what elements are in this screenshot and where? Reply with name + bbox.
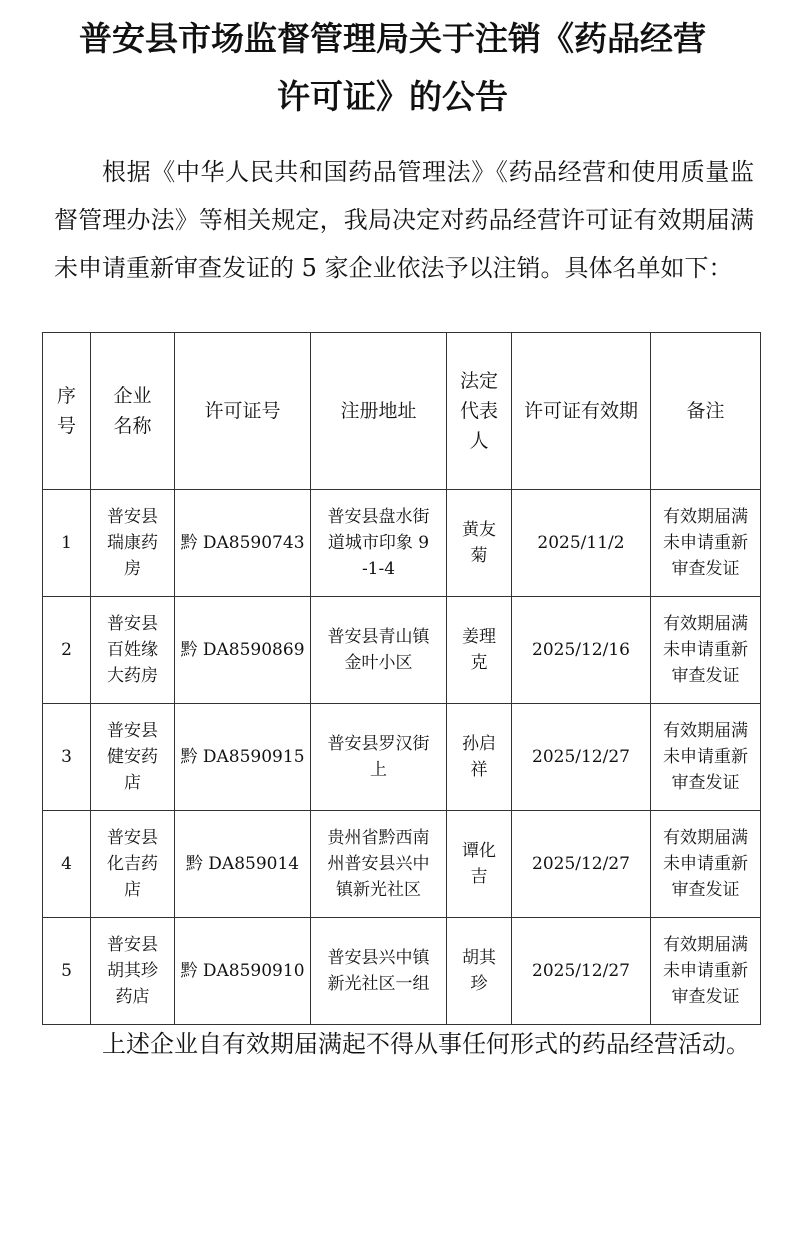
table-row — [43, 490, 761, 597]
table-header-row — [43, 333, 761, 490]
cell-remark: 有效期届满未申请重新审查发证 — [651, 918, 761, 1025]
cell-address: 普安县兴中镇新光社区一组 — [311, 918, 447, 1025]
header-name: 企业名称 — [91, 333, 175, 490]
cell-license-number: 黔 DA8590743 — [175, 490, 311, 597]
cell-validity: 2025/11/2 — [512, 490, 651, 597]
header-seq: 序号 — [43, 333, 91, 490]
table-row — [43, 811, 761, 918]
cell-company-name: 普安县胡其珍药店 — [91, 918, 175, 1025]
header-address: 注册地址 — [311, 333, 447, 490]
cell-company-name: 普安县健安药店 — [91, 704, 175, 811]
cell-seq: 3 — [43, 704, 91, 811]
table-row — [43, 597, 761, 704]
intro-paragraph: 根据《中华人民共和国药品管理法》《药品经营和使用质量监督管理办法》等相关规定，我局决定对药品经营许可证有效期届满未申请重新审查发证的 5 家企业依法予以注销。具体名单如下： — [54, 158, 754, 282]
cell-seq: 2 — [43, 597, 91, 704]
cell-address: 贵州省黔西南州普安县兴中镇新光社区 — [311, 811, 447, 918]
cell-remark: 有效期届满未申请重新审查发证 — [651, 597, 761, 704]
cell-seq: 5 — [43, 918, 91, 1025]
cell-legal-rep: 孙启祥 — [447, 704, 512, 811]
cell-company-name: 普安县瑞康药房 — [91, 490, 175, 597]
cell-validity: 2025/12/27 — [512, 704, 651, 811]
cell-company-name: 普安县化吉药店 — [91, 811, 175, 918]
cell-validity: 2025/12/27 — [512, 918, 651, 1025]
cell-remark: 有效期届满未申请重新审查发证 — [651, 811, 761, 918]
cell-license-number: 黔 DA859014 — [175, 811, 311, 918]
cell-legal-rep: 谭化吉 — [447, 811, 512, 918]
cell-validity: 2025/12/27 — [512, 811, 651, 918]
license-table — [42, 332, 761, 1025]
closing-paragraph: 上述企业自有效期届满起不得从事任何形式的药品经营活动。 — [102, 1030, 750, 1058]
header-validity: 许可证有效期 — [512, 333, 651, 490]
cell-address: 普安县青山镇金叶小区 — [311, 597, 447, 704]
cell-legal-rep: 胡其珍 — [447, 918, 512, 1025]
cell-license-number: 黔 DA8590869 — [175, 597, 311, 704]
cell-seq: 4 — [43, 811, 91, 918]
cell-address: 普安县盘水街道城市印象 9-1-4 — [311, 490, 447, 597]
page-title — [30, 10, 755, 126]
title-line-2: 许可证》的公告 — [277, 77, 508, 116]
cell-company-name: 普安县百姓缘大药房 — [91, 597, 175, 704]
cell-seq: 1 — [43, 490, 91, 597]
table-row — [43, 918, 761, 1025]
cell-validity: 2025/12/16 — [512, 597, 651, 704]
cell-license-number: 黔 DA8590915 — [175, 704, 311, 811]
title-line-1: 普安县市场监督管理局关于注销《药品经营 — [79, 19, 706, 58]
table-row — [43, 704, 761, 811]
header-remark: 备注 — [651, 333, 761, 490]
cell-remark: 有效期届满未申请重新审查发证 — [651, 704, 761, 811]
cell-legal-rep: 黄友菊 — [447, 490, 512, 597]
header-rep: 法定代表人 — [447, 333, 512, 490]
cell-legal-rep: 姜理克 — [447, 597, 512, 704]
cell-license-number: 黔 DA8590910 — [175, 918, 311, 1025]
header-license: 许可证号 — [175, 333, 311, 490]
cell-remark: 有效期届满未申请重新审查发证 — [651, 490, 761, 597]
cell-address: 普安县罗汉街上 — [311, 704, 447, 811]
